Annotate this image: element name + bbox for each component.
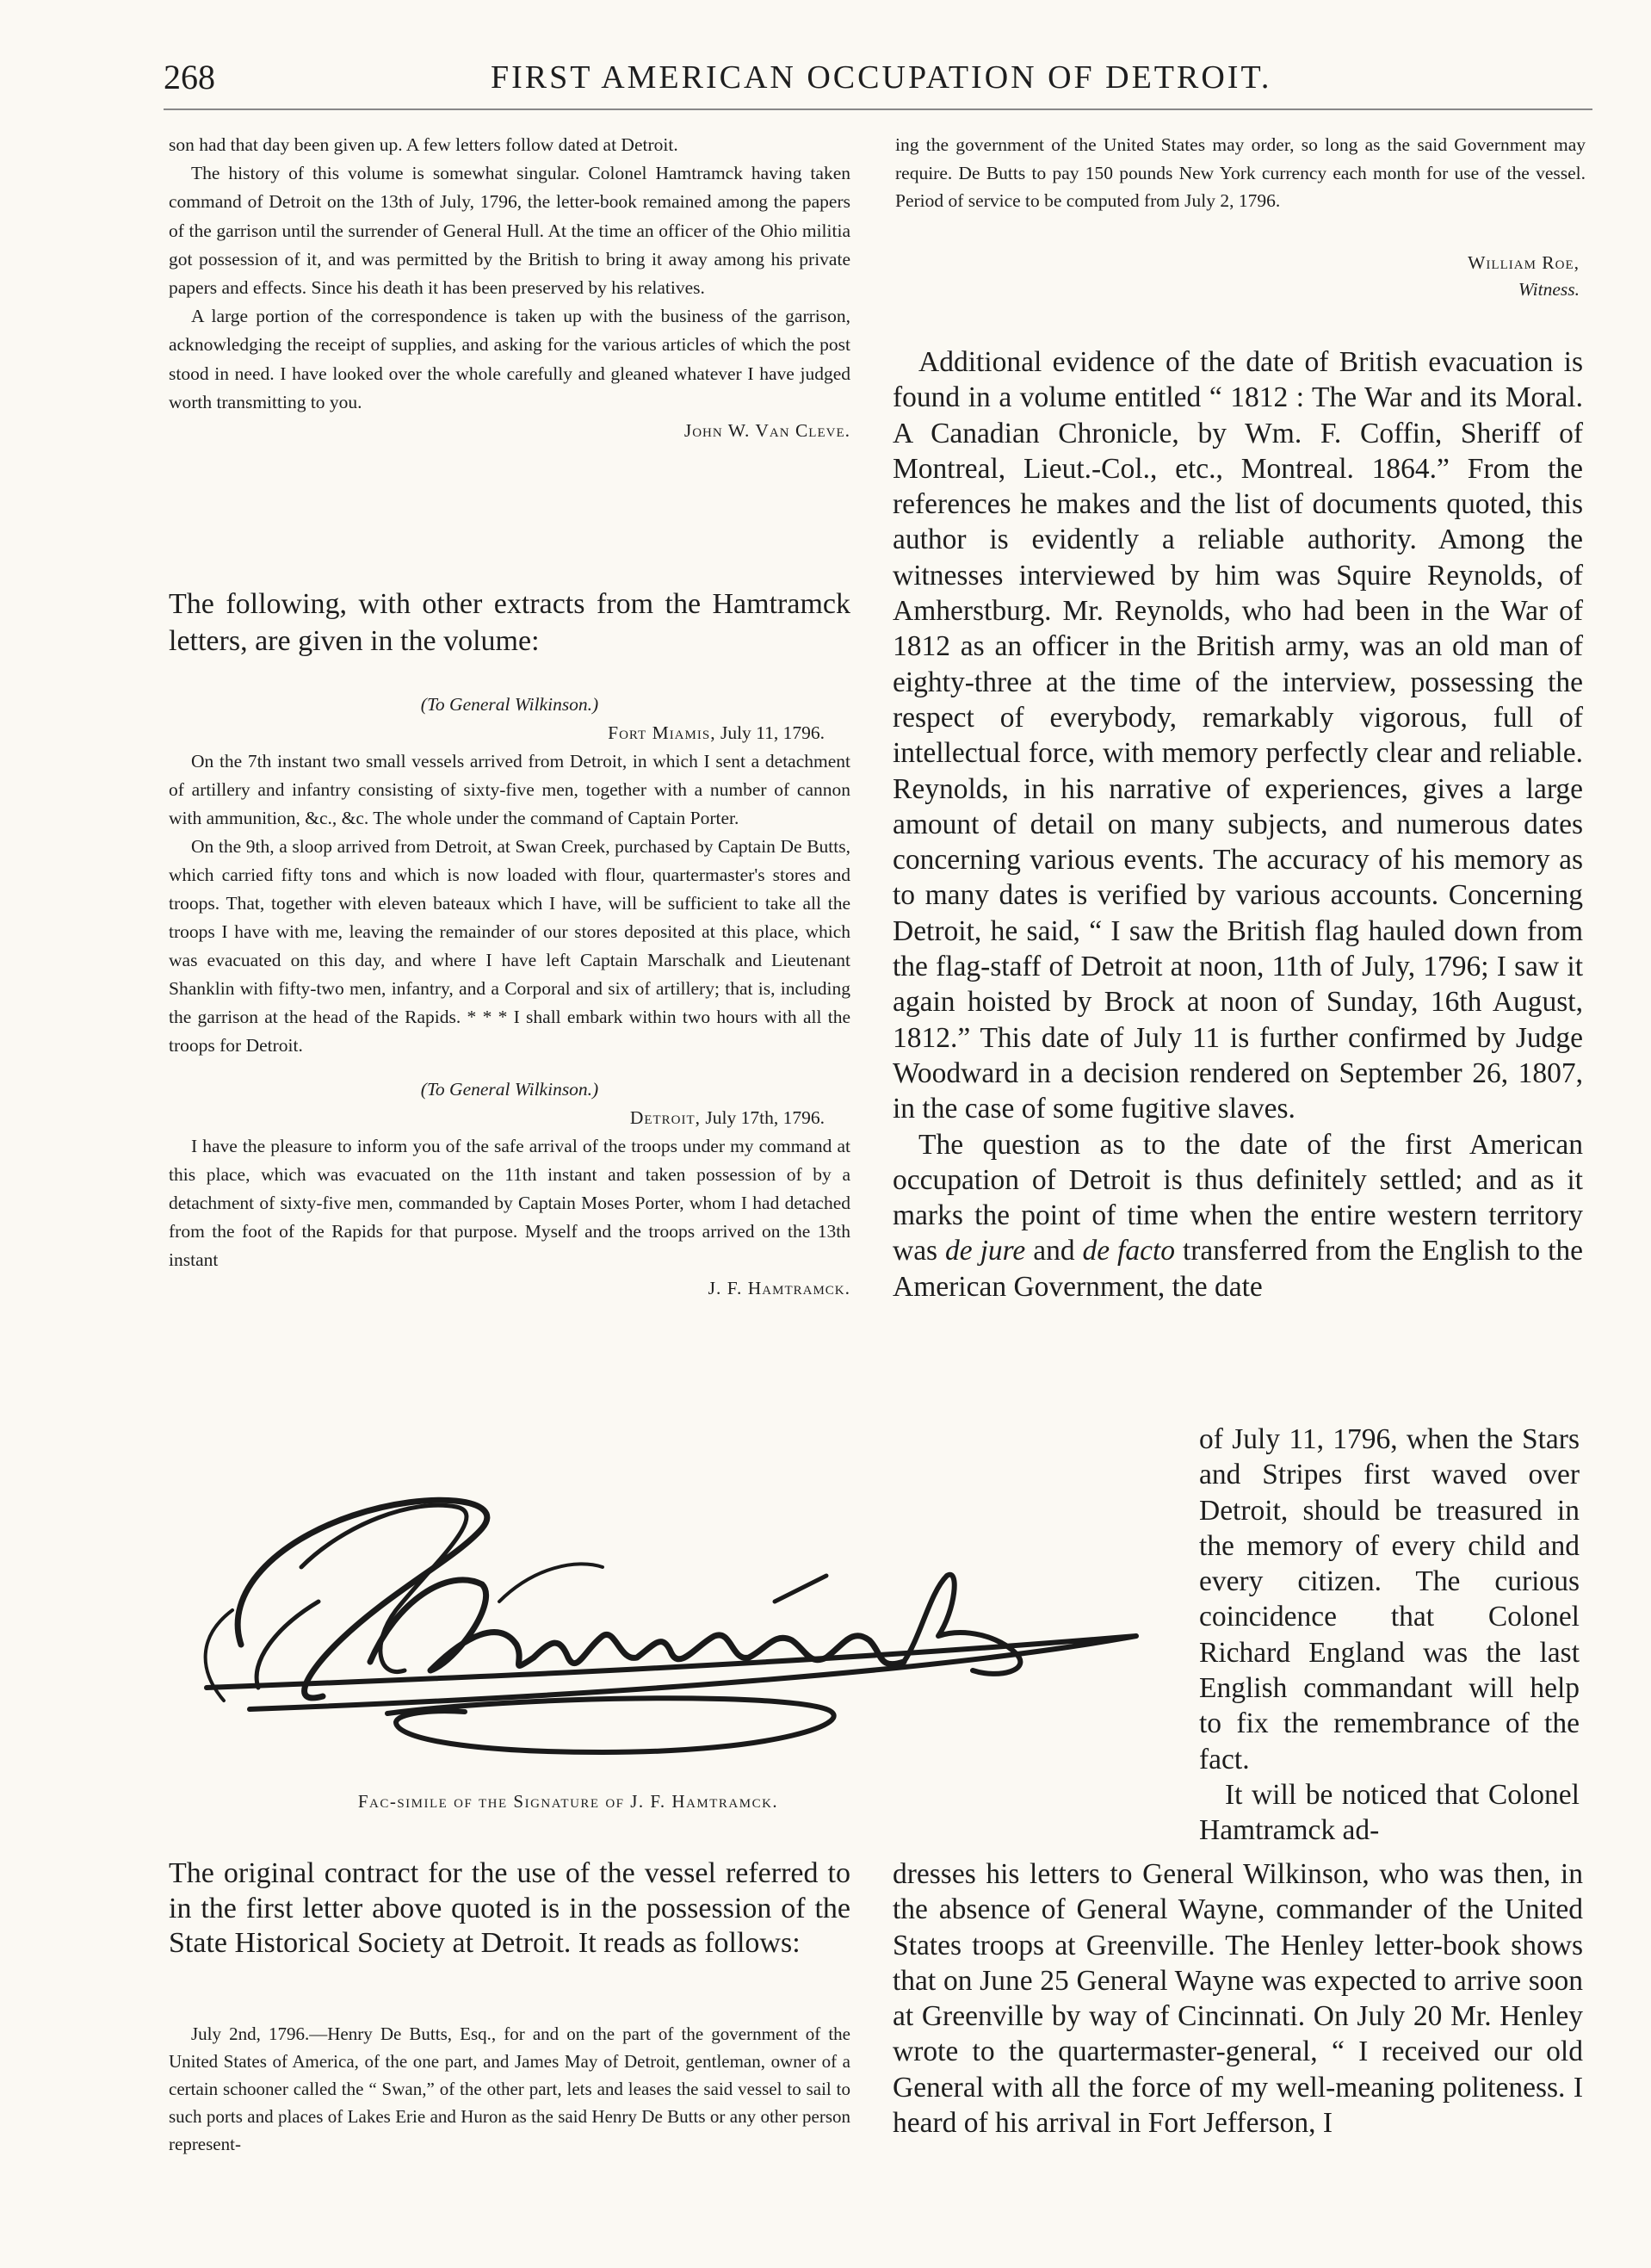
signature-caption: Fac-simile of the Signature of J. F. Hamtramck. [357,1791,779,1812]
letter-date: July 11, 1796. [720,722,825,743]
signature-van-cleve: John W. Van Cleve. [683,420,850,442]
paragraph [893,1127,1583,1304]
paragraph: It will be noticed that Colonel Hamtramck ad- [1199,1778,1580,1847]
left-column-top [169,131,850,445]
italic-term: de jure [945,1235,1026,1267]
letter-place: Detroit, [629,1107,702,1128]
header-rule [164,108,1592,110]
paragraph: son had that day been given up. A few letters follow dated at Detroit. [169,134,678,155]
paragraph: Additional evidence of the date of British evacuation is found in a volume entitled “ 1812 : The War and its Moral. A Canadian Chronicle, by Wm. F. Coffin, Sheriff of Montreal, Lieut.-Col., etc., Montreal. 1864.” From the references he makes and the list of documents quoted, this author is evidently a reliable authority. Among the witnesses interviewed by him was Squire Reynolds, of Amherstburg. Mr. Reynolds, who had been in the War of 1812 as an officer in the British army, was an old man of eighty-three at the time of the interview, possessing the respect of everybody, remarkably vigorous, full of intellectual force, with memory perfectly clear and reliable. Reynolds, in his narrative of experiences, gives a large amount of detail on many subjects, and numerous dates concerning various events. The accuracy of his memory as to many dates is verified by various accounts. Concerning Detroit, he said, “ I saw the British flag hauled down from the flag-staff of Detroit at noon, 11th of July, 1796; I saw it again hoisted by Brock at noon of Sunday, 16th August, 1812.” This date of July 11 is further confirmed by Judge Woodward in a decision rendered on September 26, 1807, in the case of some fugitive slaves. [893,346,1583,1125]
right-column-main [893,344,1583,1304]
text-run: transferred from the English to the American Government, the date [893,1235,1584,1303]
right-column-bottom: dresses his letters to General Wilkinson, who was then, in the absence of General Wayne, commander of the United States troops at Greenville. The Henley letter-book shows that on June 25 General Wayne was expected to arrive soon at Greenville by way of Cincinnati. On July 20 Mr. Henley wrote to the quartermaster-general, “ I received our old General with all the force of my well-meaning politeness. I heard of his arrival in Fort Jefferson, I [893,1858,1583,2140]
letter-date: July 17th, 1796. [705,1107,825,1128]
running-title: FIRST AMERICAN OCCUPATION OF DETROIT. [491,59,1272,96]
witness-role: Witness. [1518,279,1580,300]
letter-address: (To General Wilkinson.) [420,1079,599,1100]
hamtramck-signature-facsimile [172,1464,1153,1765]
paragraph: A large portion of the correspondence is taken up with the business of the garrison, acknowledging the receipt of supplies, and asking for the various articles of which the post stood in need. I have looked over the whole carefully and gleaned whatever I have judged worth transmitting to you. [169,306,850,412]
letter-paragraph: On the 9th, a sloop arrived from Detroit, at Swan Creek, purchased by Captain De Butts, which carried fifty tons and which is now loaded with flour, quartermaster's stores and troops. That, together with eleven bateaux which I have, will be sufficient to take all the troops I have with me, leaving the remainder of our stores deposited at this place, which was evacuated on this day, and where I have left Captain Marschalk and Lieutenant Shanklin with fifty-two men, infantry, and a Corporal and six of artillery; that is, including the garrison at the head of the Rapids. * * * I shall embark within two hours with all the troops for Detroit. [169,836,850,1056]
letter-place: Fort Miamis, [608,722,716,743]
letter-paragraph: On the 7th instant two small vessels arrived from Detroit, in which I sent a detachment of artillery and infantry consisting of sixty-five men, together with a number of cannon with ammunition, &c., &c. The whole under the command of Captain Porter. [169,751,850,828]
letter-address: (To General Wilkinson.) [420,694,599,715]
letter-dateline [169,1104,850,1132]
letter-dateline [169,719,850,747]
letters-block [169,684,850,1303]
contract-continuation: ing the government of the United States may order, so long as the said Government may require. De Butts to pay 150 pounds New York currency each month for use of the vessel. Period of service to be computed from July 2, 1796. [895,134,1586,211]
intro-paragraph: The following, with other extracts from the Hamtramck letters, are given in the volume: [169,588,850,657]
witness-block [895,250,1580,303]
text-run: and [1025,1235,1083,1267]
contract-intro-paragraph: The original contract for the use of the vessel referred to in the first letter above quoted is in the possession of the State Historical Society at Detroit. It reads as follows: [169,1857,850,1960]
contract-text: July 2nd, 1796.—Henry De Butts, Esq., for and on the part of the government of the United States of America, of the one part, and James May of Detroit, gentleman, owner of a certain schooner called the “ Swan,” of the other part, lets and leases the said vessel to sail to such ports and places of Lakes Erie and Huron as the said Henry De Butts or any other person represent- [169,2023,850,2154]
page-number: 268 [164,58,215,96]
italic-term: de facto [1082,1235,1176,1267]
letter-paragraph: I have the pleasure to inform you of the safe arrival of the troops under my command at this place, which was evacuated on the 11th instant and taken possession of by a detachment of sixty-five men, commanded by Captain Moses Porter, whom I had detached from the foot of the Rapids for that purpose. Myself and the troops arrived on the 13th instant [169,1136,850,1270]
text-run: The question as to the date of the first American occupation of Detroit is thus definitely settled; and as it marks the point of time when the entire western territory was [893,1128,1583,1267]
paragraph: The history of this volume is somewhat singular. Colonel Hamtramck having taken command of Detroit on the 13th of July, 1796, the letter-book remained among the papers of the garrison until the surrender of General Hull. At the time an officer of the Ohio militia got possession of it, and was permitted by the British to bring it away among his private papers and effects. Since his death it has been preserved by his relatives. [169,163,850,299]
witness-name: William Roe, [1468,252,1580,273]
right-column-wrap [1199,1422,1580,1849]
paragraph: of July 11, 1796, when the Stars and Stripes first waved over Detroit, should be treasured in the memory of every child and every citizen. The curious coincidence that Colonel Richard England was the last English commandant will help to fix the remembrance of the fact. [1199,1423,1580,1775]
signature-hamtramck: J. F. Hamtramck. [708,1278,850,1298]
